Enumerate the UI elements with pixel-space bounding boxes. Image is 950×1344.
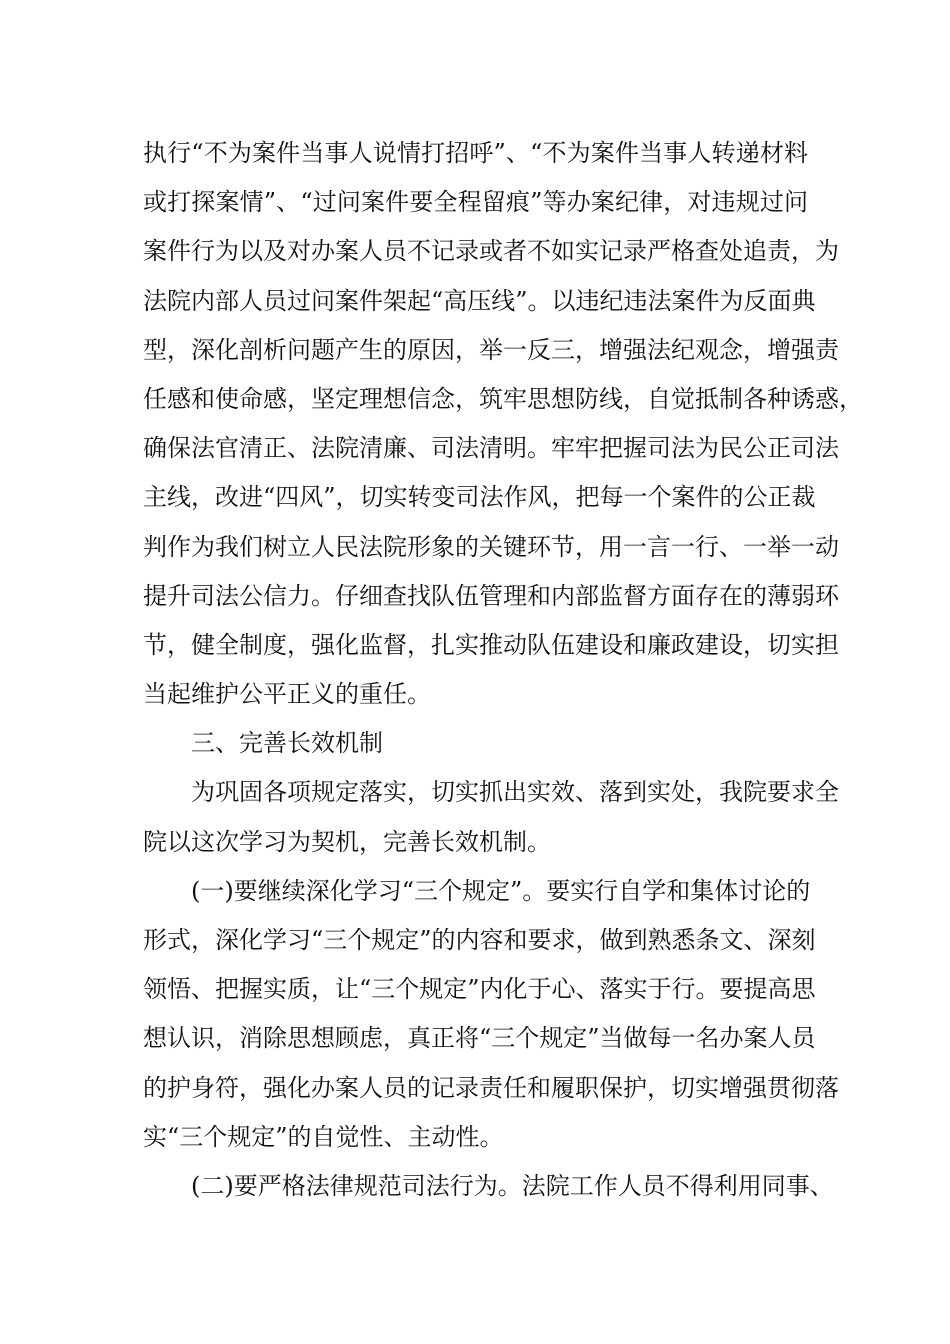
text-line: 主线，改进“四风”，切实转变司法作风，把每一个案件的公正裁	[143, 483, 816, 512]
text-line: 当起维护公平正义的重任。	[143, 680, 431, 709]
section-heading: 三、完善长效机制	[191, 729, 383, 758]
paragraph-mechanism-intro	[143, 772, 839, 870]
text-line: 实“三个规定”的自觉性、主动性。	[143, 1122, 504, 1151]
text-line: 的护身符，强化办案人员的记录责任和履职保护，切实增强贯彻落	[143, 1073, 839, 1102]
text-line: 节，健全制度，强化监督，扎实推动队伍建设和廉政建设，切实担	[143, 630, 839, 659]
text-line: 任感和使命感，坚定理想信念，筑牢思想防线，自觉抵制各种诱惑，	[143, 384, 863, 413]
paragraph-judicial-conduct	[143, 1166, 834, 1215]
text-line: 确保法官清正、法院清廉、司法清明。牢牢把握司法为民公正司法	[143, 434, 839, 463]
text-line: 或打探案情”、“过问案件要全程留痕”等办案纪律，对违规过问	[143, 188, 808, 217]
document-body	[143, 133, 863, 1215]
text-line: 想认识，消除思想顾虑，真正将“三个规定”当做每一名办案人员	[143, 1024, 816, 1053]
text-line: 提升司法公信力。仔细查找队伍管理和内部监督方面存在的薄弱环	[143, 581, 839, 610]
paragraph-discipline	[143, 133, 863, 723]
text-line: 执行“不为案件当事人说情打招呼”、“不为案件当事人转递材料	[143, 139, 808, 167]
paragraph-study-rules	[143, 871, 839, 1166]
text-line: 形式，深化学习“三个规定”的内容和要求，做到熟悉条文、深刻	[143, 926, 816, 954]
text-line: 院以这次学习为契机，完善长效机制。	[143, 827, 551, 856]
text-line: 型，深化剖析问题产生的原因，举一反三，增强法纪观念，增强责	[143, 335, 839, 364]
text-line: (一)要继续深化学习“三个规定”。要实行自学和集体讨论的	[191, 876, 811, 905]
text-line: (二)要严格法律规范司法行为。法院工作人员不得利用同事、	[191, 1171, 834, 1200]
text-line: 判作为我们树立人民法院形象的关键环节，用一言一行、一举一动	[143, 532, 839, 561]
text-line: 法院内部人员过问案件架起“高压线”。以违纪违法案件为反面典	[143, 286, 816, 315]
text-line: 领悟、把握实质，让“三个规定”内化于心、落实于行。要提高思	[143, 975, 816, 1004]
text-line: 为巩固各项规定落实，切实抓出实效、落到实处，我院要求全	[191, 778, 839, 807]
text-line: 案件行为以及对办案人员不记录或者不如实记录严格查处追责，为	[143, 237, 839, 266]
